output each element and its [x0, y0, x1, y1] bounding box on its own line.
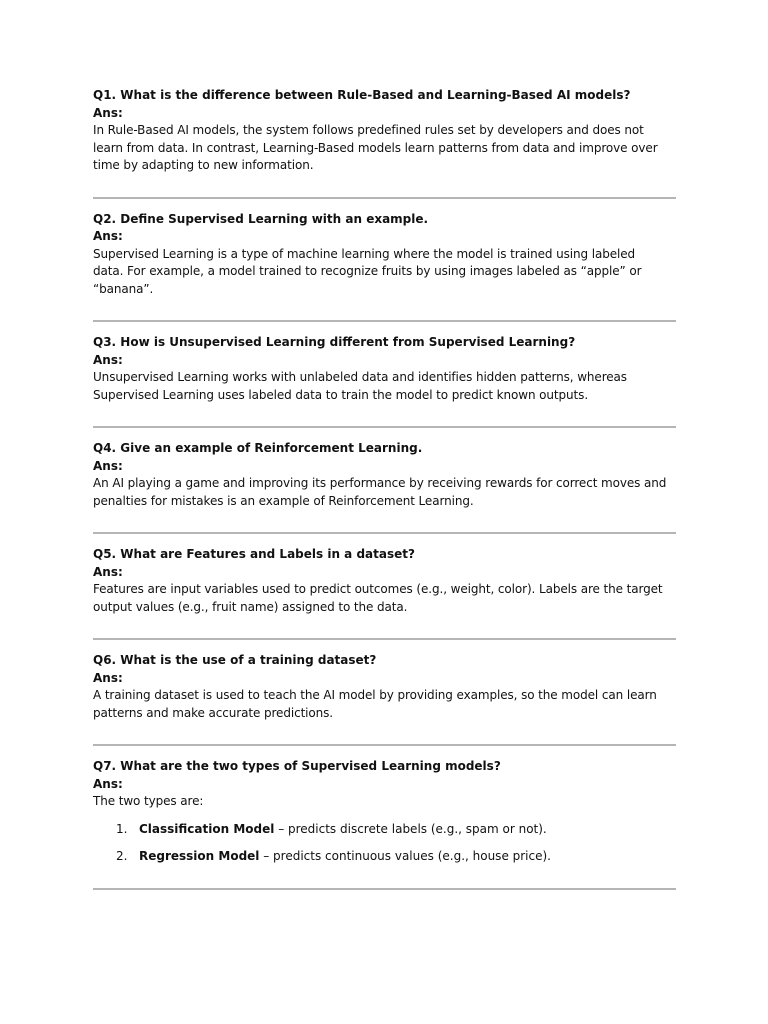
qa-item-1	[93, 87, 676, 175]
answer-line: Supervised Learning uses labeled data to train the model to predict known outputs.	[93, 387, 589, 402]
document-page	[93, 87, 676, 890]
list-number: 2.	[116, 849, 128, 863]
question-4: Q4. Give an example of Reinforcement Learning.	[93, 441, 423, 455]
list-item	[93, 821, 676, 839]
divider	[93, 638, 676, 640]
answer-line: data. For example, a model trained to recognize fruits by using images labeled as “apple” or	[93, 264, 642, 278]
answer-line: Features are input variables used to predict outcomes (e.g., weight, color). Labels are the target	[93, 582, 663, 596]
answer-label-5: Ans:	[93, 564, 123, 579]
answer-line: An AI playing a game and improving its performance by receiving rewards for correct moves and	[93, 476, 667, 490]
question-1: Q1. What is the difference between Rule-Based and Learning-Based AI models?	[93, 88, 631, 102]
qa-item-6	[93, 652, 676, 722]
qa-item-3	[93, 334, 676, 404]
answer-line: A training dataset is used to teach the AI model by providing examples, so the model can learn	[93, 688, 657, 702]
divider	[93, 197, 676, 199]
divider	[93, 320, 676, 322]
divider	[93, 426, 676, 428]
answer-line: “banana”.	[93, 281, 154, 296]
answer-line: learn from data. In contrast, Learning-Based models learn patterns from data and improve over	[93, 140, 658, 155]
question-2: Q2. Define Supervised Learning with an example.	[93, 211, 429, 226]
answer-line: Supervised Learning is a type of machine learning where the model is trained using labeled	[93, 246, 636, 261]
answer-label-7: Ans:	[93, 776, 123, 791]
qa-item-2	[93, 211, 676, 299]
answer-line: patterns and make accurate predictions.	[93, 705, 334, 720]
answer-line: time by adapting to new information.	[93, 158, 314, 172]
answer-line: Unsupervised Learning works with unlabeled data and identifies hidden patterns, whereas	[93, 370, 627, 384]
list-term: Regression Model	[139, 849, 260, 863]
answer-line: penalties for mistakes is an example of Reinforcement Learning.	[93, 493, 474, 508]
answer-line: The two types are:	[93, 794, 204, 808]
types-list	[93, 821, 676, 866]
answer-line: In Rule-Based AI models, the system follows predefined rules set by developers and does not	[93, 123, 644, 137]
answer-label-6: Ans:	[93, 670, 123, 685]
qa-item-5	[93, 546, 676, 616]
question-5: Q5. What are Features and Labels in a dataset?	[93, 547, 415, 561]
question-6: Q6. What is the use of a training dataset?	[93, 653, 377, 667]
answer-label-4: Ans:	[93, 458, 123, 473]
answer-line: output values (e.g., fruit name) assigned to the data.	[93, 599, 408, 614]
divider	[93, 744, 676, 746]
answer-label-2: Ans:	[93, 229, 123, 243]
qa-item-7	[93, 758, 676, 866]
divider	[93, 888, 676, 890]
answer-label-1: Ans:	[93, 105, 123, 120]
divider	[93, 532, 676, 534]
question-3: Q3. How is Unsupervised Learning different from Supervised Learning?	[93, 335, 576, 349]
list-description: – predicts continuous values (e.g., house price).	[259, 849, 551, 863]
list-item	[93, 848, 676, 866]
answer-label-3: Ans:	[93, 352, 123, 367]
question-7: Q7. What are the two types of Supervised Learning models?	[93, 759, 501, 773]
list-description: – predicts discrete labels (e.g., spam or not).	[274, 821, 547, 836]
list-term: Classification Model	[139, 821, 275, 836]
qa-item-4	[93, 440, 676, 510]
list-number: 1.	[116, 821, 128, 836]
